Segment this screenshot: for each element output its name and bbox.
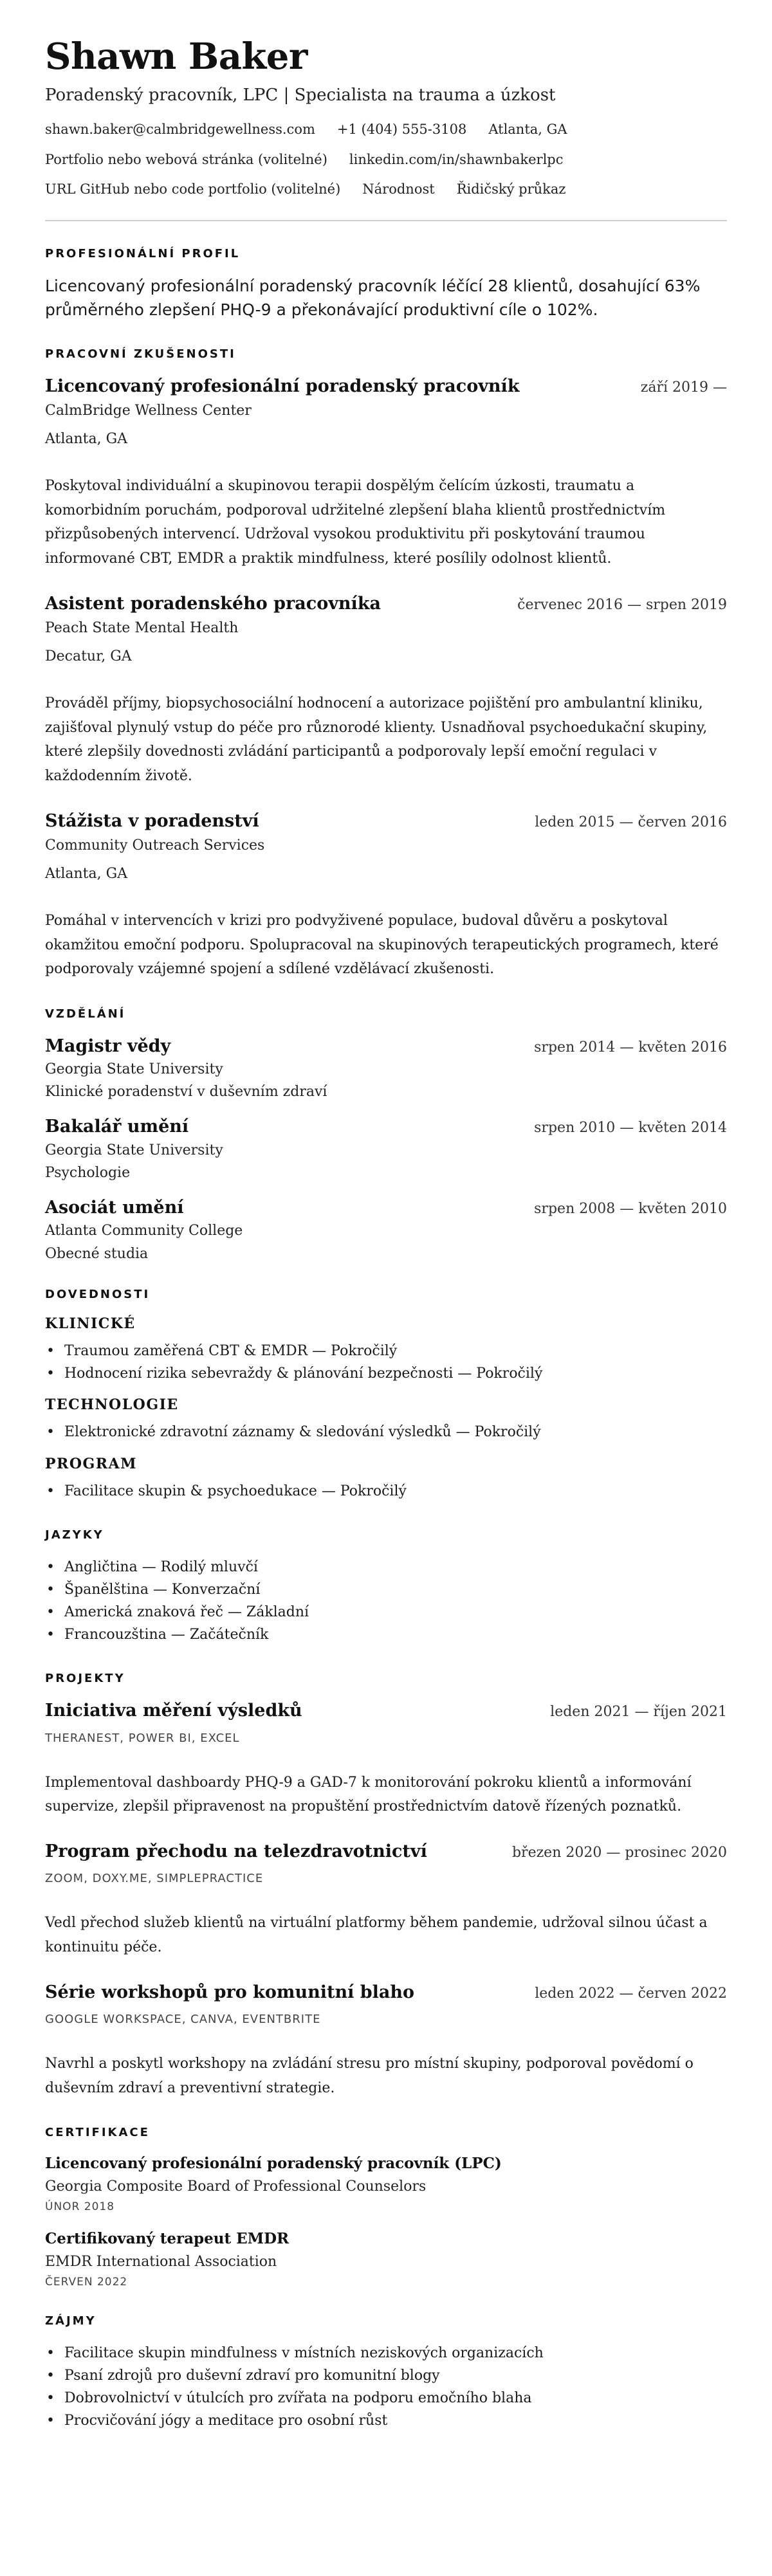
project-entry — [45, 1699, 727, 1818]
project-date: leden 2022 — červen 2022 — [535, 1986, 727, 2002]
skill-item: • Hodnocení rizika sebevraždy & plánování bezpečnosti — Pokročilý — [45, 1362, 727, 1385]
certifications-section — [45, 2126, 727, 2288]
skill-category: TECHNOLOGIE — [45, 1396, 179, 1414]
job-date: červenec 2016 — srpen 2019 — [517, 596, 727, 613]
education-date: srpen 2014 — květen 2016 — [534, 1039, 727, 1055]
skill-list — [45, 1340, 727, 1385]
project-date: leden 2021 — říjen 2021 — [550, 1704, 727, 1721]
section-title-skills: DOVEDNOSTI — [45, 1287, 151, 1301]
project-tech: GOOGLE WORKSPACE, CANVA, EVENTBRITE — [45, 2013, 321, 2027]
degree-title: Magistr vědy — [45, 1036, 171, 1056]
skill-list — [45, 1421, 727, 1443]
project-title: Iniciativa měření výsledků — [45, 1701, 302, 1721]
skill-item: • Facilitace skupin & psychoedukace — Pokročilý — [45, 1480, 727, 1503]
project-tech: THERANEST, POWER BI, EXCEL — [45, 1731, 240, 1745]
projects-section — [45, 1672, 727, 2100]
github-link[interactable]: URL GitHub nebo code portfolio (volitelné) — [45, 181, 341, 197]
certification-entry — [45, 2153, 727, 2213]
interest-item: • Psaní zdrojů pro duševní zdraví pro komunitní blogy — [45, 2364, 727, 2387]
location-text: Atlanta, GA — [488, 122, 567, 138]
certification-entry — [45, 2229, 727, 2288]
degree-title: Bakalář umění — [45, 1117, 189, 1137]
certification-date: ÚNOR 2018 — [45, 2200, 115, 2213]
interest-item: • Facilitace skupin mindfulness v místních neziskových organizacích — [45, 2342, 727, 2364]
section-title-interests: ZÁJMY — [45, 2314, 96, 2328]
candidate-name: Shawn Baker — [45, 35, 308, 78]
field-of-study: Psychologie — [45, 1165, 131, 1182]
job-employer: Community Outreach Services — [45, 837, 265, 854]
experience-entry — [45, 375, 727, 571]
nationality-text: Národnost — [362, 181, 435, 197]
language-list — [45, 1556, 727, 1647]
section-title-experience: PRACOVNÍ ZKUŠENOSTI — [45, 347, 236, 361]
profile-text: Licencovaný profesionální poradenský pracovník léčící 28 klientů, dosahující 63% průměrného zlepšení PHQ-9 a překonávající produktivní cíle o 102%. — [45, 277, 701, 319]
job-title: Licencovaný profesionální poradenský pracovník — [45, 376, 520, 396]
language-item: • Španělština — Konverzační — [45, 1578, 727, 1601]
header-divider — [45, 220, 727, 221]
education-entry — [45, 1115, 727, 1181]
portfolio-link[interactable]: Portfolio nebo webová stránka (volitelné) — [45, 151, 327, 167]
languages-section — [45, 1528, 727, 1647]
language-item: • Francouzština — Začátečník — [45, 1623, 727, 1646]
school-name: Georgia State University — [45, 1061, 223, 1077]
job-location: Atlanta, GA — [45, 430, 128, 447]
certification-issuer: EMDR International Association — [45, 2253, 277, 2270]
job-description: Poskytoval individuální a skupinovou terapii dospělým čelícím úzkosti, traumatu a komorbidním poruchám, podporoval udržitelné zlepšení blaha klientů prostřednictvím přizpůsobených intervencí. Udržoval vysokou produktivitu při poskytování traumou informované CBT, EMDR a praktik mindfulness, které posílily odolnost klientů. — [45, 478, 666, 567]
contact-row-extra — [45, 180, 727, 198]
experience-entry — [45, 810, 727, 982]
skill-list — [45, 1480, 727, 1503]
project-title: Série workshopů pro komunitní blaho — [45, 1982, 415, 2003]
job-title: Stážista v poradenství — [45, 810, 259, 831]
job-location: Decatur, GA — [45, 648, 132, 664]
job-date: leden 2015 — červen 2016 — [535, 814, 727, 830]
education-entry — [45, 1035, 727, 1101]
job-employer: Peach State Mental Health — [45, 620, 239, 637]
job-employer: CalmBridge Wellness Center — [45, 403, 252, 419]
job-date: září 2019 — — [640, 379, 727, 396]
skills-section — [45, 1288, 727, 1503]
certification-date: ČERVEN 2022 — [45, 2275, 128, 2288]
section-title-profile: PROFESIONÁLNÍ PROFIL — [45, 247, 241, 261]
school-name: Atlanta Community College — [45, 1223, 243, 1239]
certification-issuer: Georgia Composite Board of Professional Counselors — [45, 2179, 427, 2195]
skill-category: PROGRAM — [45, 1455, 137, 1472]
degree-title: Asociát umění — [45, 1198, 184, 1218]
education-entry — [45, 1196, 727, 1262]
phone-link[interactable]: +1 (404) 555-3108 — [336, 122, 467, 138]
contact-row-primary — [45, 120, 727, 138]
section-title-languages: JAZYKY — [45, 1528, 104, 1542]
education-date: srpen 2010 — květen 2014 — [534, 1120, 727, 1137]
certification-name: Certifikovaný terapeut EMDR — [45, 2229, 290, 2247]
education-section — [45, 1007, 727, 1262]
linkedin-link[interactable]: linkedin.com/in/shawnbakerlpc — [349, 151, 564, 167]
profile-section — [45, 247, 727, 322]
email-link[interactable]: shawn.baker@calmbridgewellness.com — [45, 122, 315, 138]
license-text: Řidičský průkaz — [456, 181, 566, 197]
project-title: Program přechodu na telezdravotnictví — [45, 1841, 427, 1862]
job-description: Prováděl příjmy, biopsychosociální hodnocení a autorizace pojištění pro ambulantní kliniku, zajišťoval plynulý vstup do péče pro různorodé klienty. Usnadňoval psychoedukační skupiny, které zlepšily dovednosti zvládání participantů a podporovaly lepší emoční regulaci v každodenním životě. — [45, 695, 708, 784]
education-date: srpen 2008 — květen 2010 — [534, 1201, 727, 1218]
skill-item: • Elektronické zdravotní záznamy & sledování výsledků — Pokročilý — [45, 1421, 727, 1443]
headline: Poradenský pracovník, LPC | Specialista na trauma a úzkost — [45, 85, 556, 105]
job-location: Atlanta, GA — [45, 865, 128, 882]
job-title: Asistent poradenského pracovníka — [45, 593, 381, 614]
experience-entry — [45, 592, 727, 788]
experience-section — [45, 347, 727, 982]
job-description: Pomáhal v intervencích v krizi pro podvyživené populace, budoval důvěru a poskytoval okamžitou emoční podporu. Spolupracoval na skupinových terapeutických programech, které podporovaly vzájemné spojení a sdílené vzdělávací zkušenosti. — [45, 913, 719, 978]
contact-row-links — [45, 151, 727, 169]
resume-header — [45, 37, 727, 198]
school-name: Georgia State University — [45, 1142, 223, 1158]
language-item: • Angličtina — Rodilý mluvčí — [45, 1556, 727, 1578]
field-of-study: Obecné studia — [45, 1245, 149, 1262]
skill-category: KLINICKÉ — [45, 1315, 136, 1332]
certification-name: Licencovaný profesionální poradenský pracovník (LPC) — [45, 2155, 502, 2173]
section-title-projects: PROJEKTY — [45, 1672, 125, 1686]
project-entry — [45, 1981, 727, 2100]
interest-item: • Procvičování jógy a meditace pro osobní růst — [45, 2409, 727, 2432]
interest-item: • Dobrovolnictví v útulcích pro zvířata na podporu emočního blaha — [45, 2387, 727, 2409]
project-date: březen 2020 — prosinec 2020 — [511, 1845, 727, 1861]
field-of-study: Klinické poradenství v duševním zdraví — [45, 1084, 327, 1101]
project-tech: ZOOM, DOXY.ME, SIMPLEPRACTICE — [45, 1872, 264, 1886]
language-item: • Americká znaková řeč — Základní — [45, 1601, 727, 1623]
project-entry — [45, 1840, 727, 1959]
section-title-certifications: CERTIFIKACE — [45, 2126, 150, 2140]
skill-item: • Traumou zaměřená CBT & EMDR — Pokročilý — [45, 1340, 727, 1362]
project-description: Vedl přechod služeb klientů na virtuální platformy během pandemie, udržoval silnou účast a kontinuitu péče. — [45, 1915, 708, 1955]
interests-section — [45, 2314, 727, 2433]
project-description: Implementoval dashboardy PHQ-9 a GAD-7 k monitorování pokroku klientů a informování supervize, zlepšil připravenost na propuštění prostřednictvím datově řízených poznatků. — [45, 1774, 692, 1814]
section-title-education: VZDĚLÁNÍ — [45, 1007, 126, 1021]
project-description: Navrhl a poskytl workshopy na zvládání stresu pro místní skupiny, podporoval povědomí o duševním zdraví a preventivní strategie. — [45, 2056, 694, 2096]
interest-list — [45, 2342, 727, 2433]
